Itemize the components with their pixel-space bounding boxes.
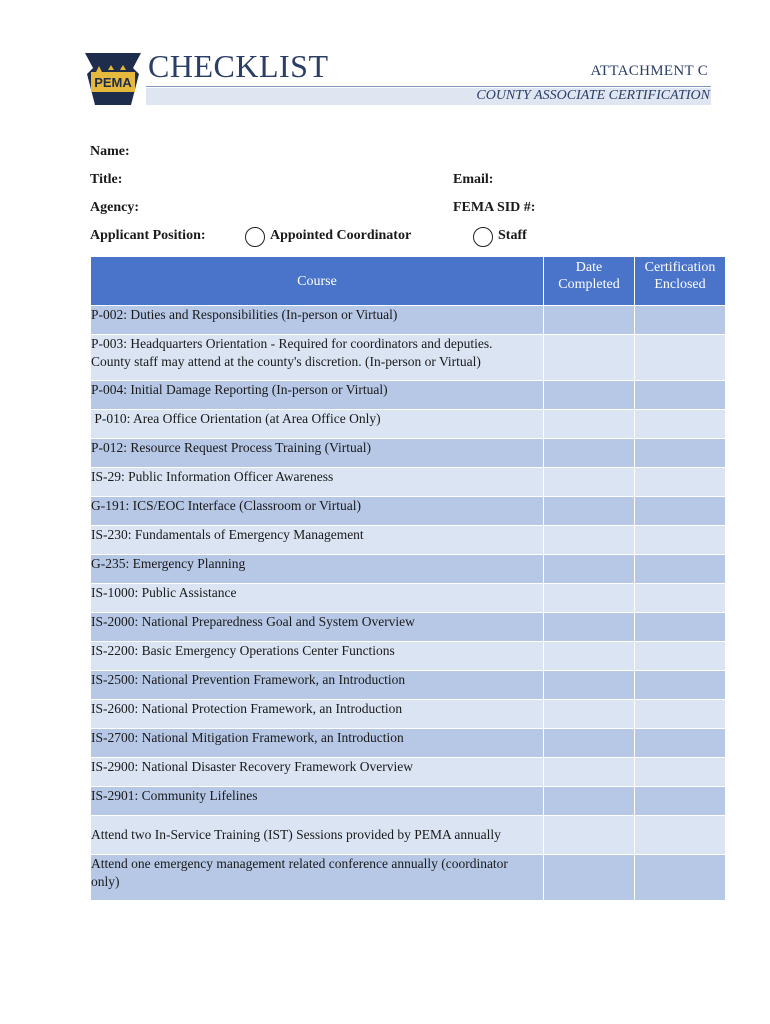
course-text-line: Attend two In-Service Training (IST) Sessions provided by PEMA annually bbox=[91, 827, 501, 842]
course-cell bbox=[91, 729, 544, 758]
staff-option-label: Staff bbox=[498, 228, 527, 243]
course-cell bbox=[91, 555, 544, 584]
column-header-certification-enclosed: Certification Enclosed bbox=[635, 257, 726, 306]
date-completed-cell[interactable] bbox=[544, 855, 635, 901]
certification-enclosed-cell[interactable] bbox=[635, 758, 726, 787]
table-row bbox=[91, 468, 726, 497]
date-completed-cell[interactable] bbox=[544, 381, 635, 410]
email-field-label: Email: bbox=[453, 172, 494, 187]
certification-enclosed-cell[interactable] bbox=[635, 306, 726, 335]
course-cell bbox=[91, 497, 544, 526]
course-text-line: P-010: Area Office Orientation (at Area Office Only) bbox=[91, 411, 381, 426]
course-text-line: IS-29: Public Information Officer Awareness bbox=[91, 469, 334, 484]
table-row bbox=[91, 306, 726, 335]
date-completed-cell[interactable] bbox=[544, 642, 635, 671]
date-completed-cell[interactable] bbox=[544, 439, 635, 468]
course-cell bbox=[91, 613, 544, 642]
certification-enclosed-cell[interactable] bbox=[635, 439, 726, 468]
course-text-line: P-002: Duties and Responsibilities (In-person or Virtual) bbox=[91, 307, 398, 322]
column-header-date-completed: Date Completed bbox=[544, 257, 635, 306]
date-completed-cell[interactable] bbox=[544, 787, 635, 816]
appointed-coordinator-radio[interactable] bbox=[245, 227, 265, 247]
course-text-line: IS-2900: National Disaster Recovery Framework Overview bbox=[91, 759, 414, 774]
table-row bbox=[91, 700, 726, 729]
course-text-line: IS-2700: National Mitigation Framework, an Introduction bbox=[91, 730, 404, 745]
course-text-line: only) bbox=[91, 874, 120, 889]
course-text-line: G-235: Emergency Planning bbox=[91, 556, 246, 571]
table-row bbox=[91, 787, 726, 816]
course-text-line: P-003: Headquarters Orientation - Required for coordinators and deputies. bbox=[91, 336, 493, 351]
certification-enclosed-cell[interactable] bbox=[635, 335, 726, 381]
course-text-line: IS-2600: National Protection Framework, an Introduction bbox=[91, 701, 403, 716]
course-cell bbox=[91, 584, 544, 613]
table-row bbox=[91, 816, 726, 855]
certification-enclosed-cell[interactable] bbox=[635, 381, 726, 410]
table-row bbox=[91, 584, 726, 613]
date-completed-cell[interactable] bbox=[544, 758, 635, 787]
course-cell bbox=[91, 758, 544, 787]
course-text-line: IS-2901: Community Lifelines bbox=[91, 788, 258, 803]
date-completed-cell[interactable] bbox=[544, 584, 635, 613]
certification-enclosed-cell[interactable] bbox=[635, 410, 726, 439]
agency-field-label: Agency: bbox=[90, 200, 139, 215]
table-row bbox=[91, 410, 726, 439]
certification-enclosed-cell[interactable] bbox=[635, 584, 726, 613]
page-title: CHECKLIST bbox=[148, 48, 329, 84]
table-row bbox=[91, 555, 726, 584]
course-cell bbox=[91, 439, 544, 468]
course-text-line: County staff may attend at the county's discretion. (In-person or Virtual) bbox=[91, 354, 481, 369]
certification-enclosed-cell[interactable] bbox=[635, 816, 726, 855]
course-text-line: IS-230: Fundamentals of Emergency Management bbox=[91, 527, 364, 542]
table-row bbox=[91, 526, 726, 555]
date-completed-cell[interactable] bbox=[544, 526, 635, 555]
date-completed-cell[interactable] bbox=[544, 497, 635, 526]
date-completed-cell[interactable] bbox=[544, 816, 635, 855]
table-row bbox=[91, 671, 726, 700]
course-cell bbox=[91, 381, 544, 410]
certification-enclosed-cell[interactable] bbox=[635, 642, 726, 671]
course-cell bbox=[91, 671, 544, 700]
table-row bbox=[91, 381, 726, 410]
table-row bbox=[91, 758, 726, 787]
staff-radio[interactable] bbox=[473, 227, 493, 247]
pema-keystone-logo bbox=[82, 50, 144, 108]
title-field-label: Title: bbox=[90, 172, 123, 187]
fema-sid-field-label: FEMA SID #: bbox=[453, 200, 536, 215]
date-completed-cell[interactable] bbox=[544, 729, 635, 758]
course-text-line: IS-2000: National Preparedness Goal and System Overview bbox=[91, 614, 415, 629]
certification-enclosed-cell[interactable] bbox=[635, 787, 726, 816]
table-header-row bbox=[91, 257, 726, 306]
table-row bbox=[91, 497, 726, 526]
certification-enclosed-cell[interactable] bbox=[635, 555, 726, 584]
date-completed-cell[interactable] bbox=[544, 700, 635, 729]
course-cell bbox=[91, 335, 544, 381]
date-completed-cell[interactable] bbox=[544, 410, 635, 439]
course-text-line: IS-2200: Basic Emergency Operations Center Functions bbox=[91, 643, 395, 658]
date-completed-cell[interactable] bbox=[544, 468, 635, 497]
course-cell bbox=[91, 855, 544, 901]
table-row bbox=[91, 642, 726, 671]
certification-enclosed-cell[interactable] bbox=[635, 497, 726, 526]
date-completed-cell[interactable] bbox=[544, 613, 635, 642]
course-text-line: P-004: Initial Damage Reporting (In-person or Virtual) bbox=[91, 382, 388, 397]
course-cell bbox=[91, 642, 544, 671]
course-cell bbox=[91, 700, 544, 729]
course-cell bbox=[91, 410, 544, 439]
course-cell bbox=[91, 787, 544, 816]
certification-enclosed-cell[interactable] bbox=[635, 671, 726, 700]
course-text-line: IS-1000: Public Assistance bbox=[91, 585, 237, 600]
course-text-line: IS-2500: National Prevention Framework, an Introduction bbox=[91, 672, 406, 687]
name-field-label: Name: bbox=[90, 144, 130, 159]
course-text-line: P-012: Resource Request Process Training (Virtual) bbox=[91, 440, 372, 455]
date-completed-cell[interactable] bbox=[544, 335, 635, 381]
table-row bbox=[91, 335, 726, 381]
table-row bbox=[91, 439, 726, 468]
course-cell bbox=[91, 468, 544, 497]
course-checklist-table bbox=[90, 256, 726, 901]
header-rule bbox=[146, 86, 711, 87]
certification-enclosed-cell[interactable] bbox=[635, 526, 726, 555]
certification-enclosed-cell[interactable] bbox=[635, 855, 726, 901]
table-row bbox=[91, 855, 726, 901]
certification-enclosed-cell[interactable] bbox=[635, 468, 726, 497]
table-row bbox=[91, 613, 726, 642]
column-header-course: Course bbox=[91, 257, 544, 306]
applicant-position-label: Applicant Position: bbox=[90, 228, 206, 243]
date-completed-cell[interactable] bbox=[544, 555, 635, 584]
appointed-coordinator-option-label: Appointed Coordinator bbox=[270, 228, 412, 243]
course-cell bbox=[91, 816, 544, 855]
table-row bbox=[91, 729, 726, 758]
course-text-line: Attend one emergency management related conference annually (coordinator bbox=[91, 856, 508, 871]
date-completed-cell[interactable] bbox=[544, 306, 635, 335]
course-cell bbox=[91, 526, 544, 555]
course-text-line: G-191: ICS/EOC Interface (Classroom or Virtual) bbox=[91, 498, 362, 513]
date-completed-cell[interactable] bbox=[544, 671, 635, 700]
certification-enclosed-cell[interactable] bbox=[635, 700, 726, 729]
certification-enclosed-cell[interactable] bbox=[635, 729, 726, 758]
certification-enclosed-cell[interactable] bbox=[635, 613, 726, 642]
attachment-label: ATTACHMENT C bbox=[590, 63, 708, 79]
svg-text:PEMA: PEMA bbox=[94, 75, 132, 90]
page-subtitle: COUNTY ASSOCIATE CERTIFICATION bbox=[476, 88, 710, 103]
course-cell bbox=[91, 306, 544, 335]
